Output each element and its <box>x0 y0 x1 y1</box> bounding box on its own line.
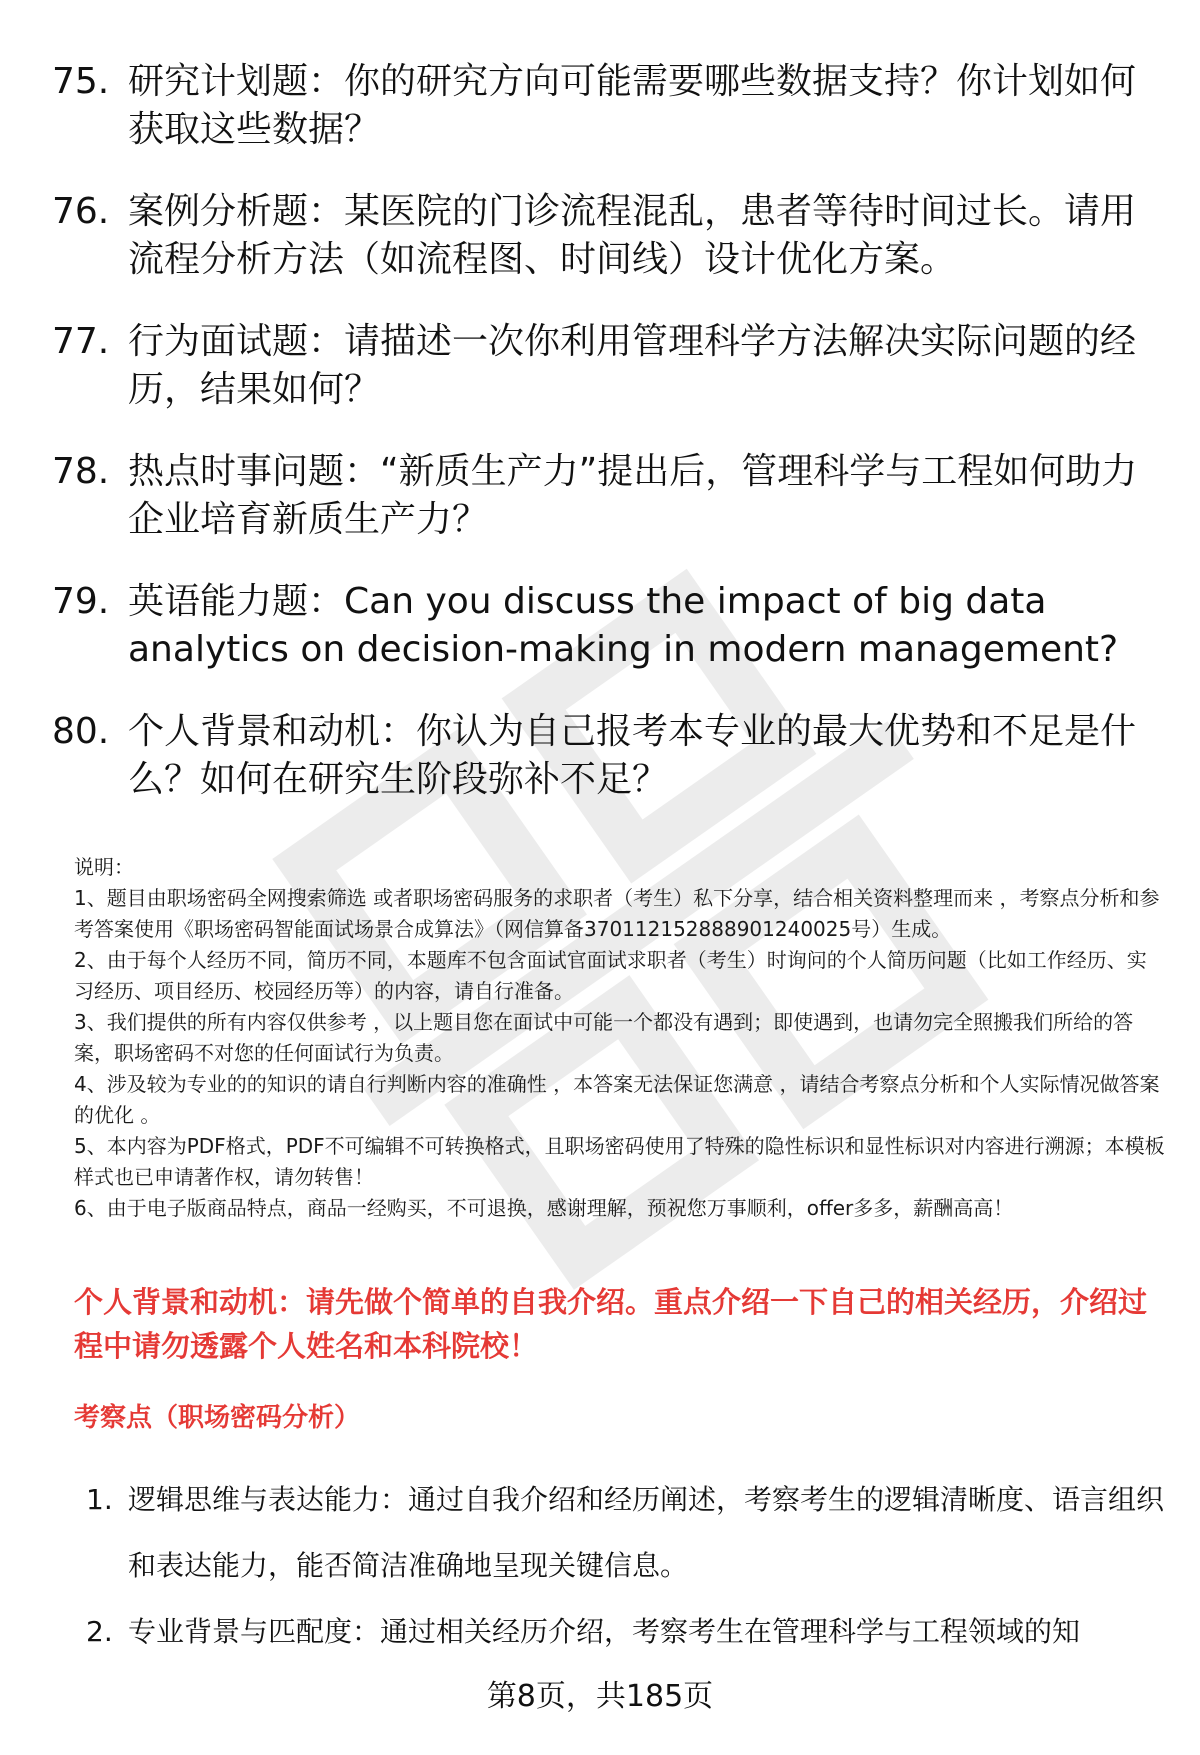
notes-title: 说明： <box>74 855 134 879</box>
question-text: 个人背景和动机：你认为自己报考本专业的最大优势和不足是什么？如何在研究生阶段弥补不足？ <box>128 711 1137 800</box>
question-number: 79. <box>52 581 110 622</box>
notes-section <box>74 852 1166 1224</box>
question-number: 78. <box>52 451 110 492</box>
question-number: 80. <box>52 711 110 752</box>
question-text: 研究计划题：你的研究方向可能需要哪些数据支持？你计划如何获取这些数据？ <box>128 61 1137 150</box>
question-text: 热点时事问题：“新质生产力”提出后，管理科学与工程如何助力企业培育新质生产力？ <box>128 451 1138 540</box>
question-item <box>52 448 1162 544</box>
question-number: 77. <box>52 321 110 362</box>
point-number: 1. <box>86 1483 113 1516</box>
analysis-subheading: 考察点（职场密码分析） <box>74 1403 361 1433</box>
assessment-point <box>86 1599 1166 1665</box>
page-number-footer: 第8页，共185页 <box>486 1679 714 1714</box>
note-item: 6、由于电子版商品特点，商品一经购买，不可退换，感谢理解，预祝您万事顺利，offer多多，薪酬高高！ <box>74 1196 1014 1220</box>
interview-question-heading: 个人背景和动机：请先做个简单的自我介绍。重点介绍一下自己的相关经历，介绍过程中请勿透露个人姓名和本科院校！ <box>74 1285 1148 1363</box>
note-item: 5、本内容为PDF格式，PDF不可编辑不可转换格式，且职场密码使用了特殊的隐性标识和显性标识对内容进行溯源；本模板样式也已申请著作权，请勿转售！ <box>74 1134 1165 1189</box>
question-list <box>52 58 1162 838</box>
assessment-points-list <box>86 1467 1166 1665</box>
note-item: 1、题目由职场密码全网搜索筛选 或者职场密码服务的求职者（考生）私下分享，结合相关资料整理而来 ，考察点分析和参考答案使用《职场密码智能面试场景合成算法》（网信算备370112152888901240025号）生成。 <box>74 886 1160 941</box>
point-text: 逻辑思维与表达能力：通过自我介绍和经历阐述，考察考生的逻辑清晰度、语言组织和表达能力，能否简洁准确地呈现关键信息。 <box>128 1483 1165 1582</box>
note-item: 3、我们提供的所有内容仅供参考 ，以上题目您在面试中可能一个都没有遇到；即使遇到，也请勿完全照搬我们所给的答案，职场密码不对您的任何面试行为负责。 <box>74 1010 1134 1065</box>
question-number: 76. <box>52 191 110 232</box>
point-text: 专业背景与匹配度：通过相关经历介绍，考察考生在管理科学与工程领域的知 <box>128 1615 1081 1648</box>
question-number: 75. <box>52 61 110 102</box>
note-item: 2、由于每个人经历不同，简历不同，本题库不包含面试官面试求职者（考生）时询问的个人简历问题（比如工作经历、实习经历、项目经历、校园经历等）的内容，请自行准备。 <box>74 948 1147 1003</box>
question-text: 英语能力题：Can you discuss the impact of big data analytics on decision-making in modern management? <box>128 581 1119 670</box>
question-item <box>52 578 1162 674</box>
point-number: 2. <box>86 1615 113 1648</box>
question-item <box>52 318 1162 414</box>
note-item: 4、涉及较为专业的的知识的请自行判断内容的准确性 ，本答案无法保证您满意 ，请结合考察点分析和个人实际情况做答案的优化 。 <box>74 1072 1160 1127</box>
question-text: 案例分析题：某医院的门诊流程混乱，患者等待时间过长。请用流程分析方法（如流程图、时间线）设计优化方案。 <box>128 191 1137 280</box>
question-item <box>52 708 1162 804</box>
question-text: 行为面试题：请描述一次你利用管理科学方法解决实际问题的经历，结果如何？ <box>128 321 1137 410</box>
question-item <box>52 58 1162 154</box>
assessment-point <box>86 1467 1166 1599</box>
question-item <box>52 188 1162 284</box>
